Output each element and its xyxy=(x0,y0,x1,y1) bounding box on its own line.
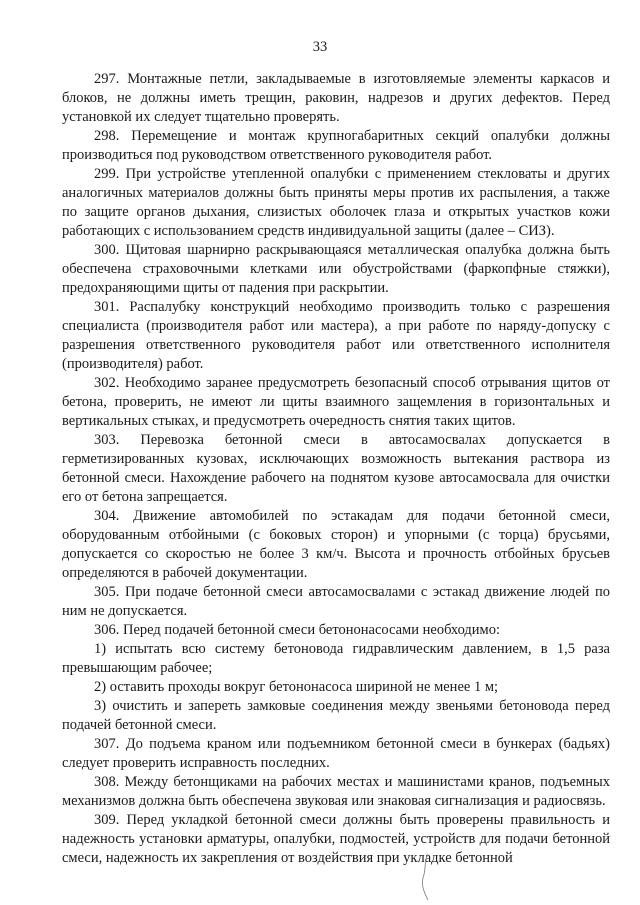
pen-mark-icon xyxy=(408,852,444,902)
paragraph-302: 302. Необходимо заранее предусмотреть безопасный способ отрывания щитов от бетона, проверить, не имеют ли щиты взаимного защемления в горизонтальных и вертикальных стыках, и предусмотреть очередность снятия таких щитов. xyxy=(62,375,610,429)
paragraph-303: 303. Перевозка бетонной смеси в автосамосвалах допускается в герметизированных кузовах, исключающих возможность вытекания раствора из бетонной смеси. Нахождение рабочего на поднятом кузове автосамосвала для очистки его от бетона запрещается. xyxy=(62,432,610,505)
paragraph-306: 306. Перед подачей бетонной смеси бетононасосами необходимо: xyxy=(94,622,501,638)
paragraph-298: 298. Перемещение и монтаж крупногабаритных секций опалубки должны производиться под руководством ответственного руководителя работ. xyxy=(62,128,610,163)
paragraph-300: 300. Щитовая шарнирно раскрывающаяся металлическая опалубка должна быть обеспечена страховочными клетками или обустройствами (фаркопфные стяжки), предохраняющими щиты от падения при раскрытии. xyxy=(62,242,610,296)
paragraph-305: 305. При подаче бетонной смеси автосамосвалами с эстакад движение людей по ним не допускается. xyxy=(62,584,610,619)
paragraph-308: 308. Между бетонщиками на рабочих местах и машинистами кранов, подъемных механизмов должна быть обеспечена звуковая или знаковая сигнализация и радиосвязь. xyxy=(62,774,610,809)
paragraph-299: 299. При устройстве утепленной опалубки с применением стекловаты и других аналогичных материалов должны быть приняты меры против их распыления, а также по защите органов дыхания, слизистых оболочек глаза и открытых участков кожи работающих с использованием средств индивидуальной защиты (далее – СИЗ). xyxy=(62,166,610,239)
paragraph-301: 301. Распалубку конструкций необходимо производить только с разрешения специалиста (производителя работ или мастера), а при работе по наряду-допуску с разрешения ответственного руководителя работ или ответственного исполнителя (производителя) работ. xyxy=(62,299,610,372)
paragraph-307: 307. До подъема краном или подъемником бетонной смеси в бункерах (бадьях) следует проверить исправность последних. xyxy=(62,736,610,771)
body-text xyxy=(62,70,610,868)
list-item-306-2: 2) оставить проходы вокруг бетононасоса шириной не менее 1 м; xyxy=(94,679,499,695)
paragraph-309: 309. Перед укладкой бетонной смеси должны быть проверены правильность и надежность установки арматуры, опалубки, подмостей, устройств для подачи бетонной смеси, надежность их закрепления от воздействия при укладке бетонной xyxy=(62,812,610,866)
paragraph-297: 297. Монтажные петли, закладываемые в изготовляемые элементы каркасов и блоков, не должны иметь трещин, раковин, надрезов и других дефектов. Перед установкой их следует тщательно проверять. xyxy=(62,71,610,125)
paragraph-304: 304. Движение автомобилей по эстакадам для подачи бетонной смеси, оборудованным отбойными (с боковых сторон) и упорными (с торца) брусьями, допускается со скоростью не более 3 км/ч. Высота и прочность отбойных брусьев определяются в рабочей документации. xyxy=(62,508,610,581)
list-item-306-1: 1) испытать всю систему бетоновода гидравлическим давлением, в 1,5 раза превышающим рабочее; xyxy=(62,641,610,676)
page-number: 33 xyxy=(312,39,328,55)
list-item-306-3: 3) очистить и запереть замковые соединения между звеньями бетоновода перед подачей бетонной смеси. xyxy=(62,698,610,733)
